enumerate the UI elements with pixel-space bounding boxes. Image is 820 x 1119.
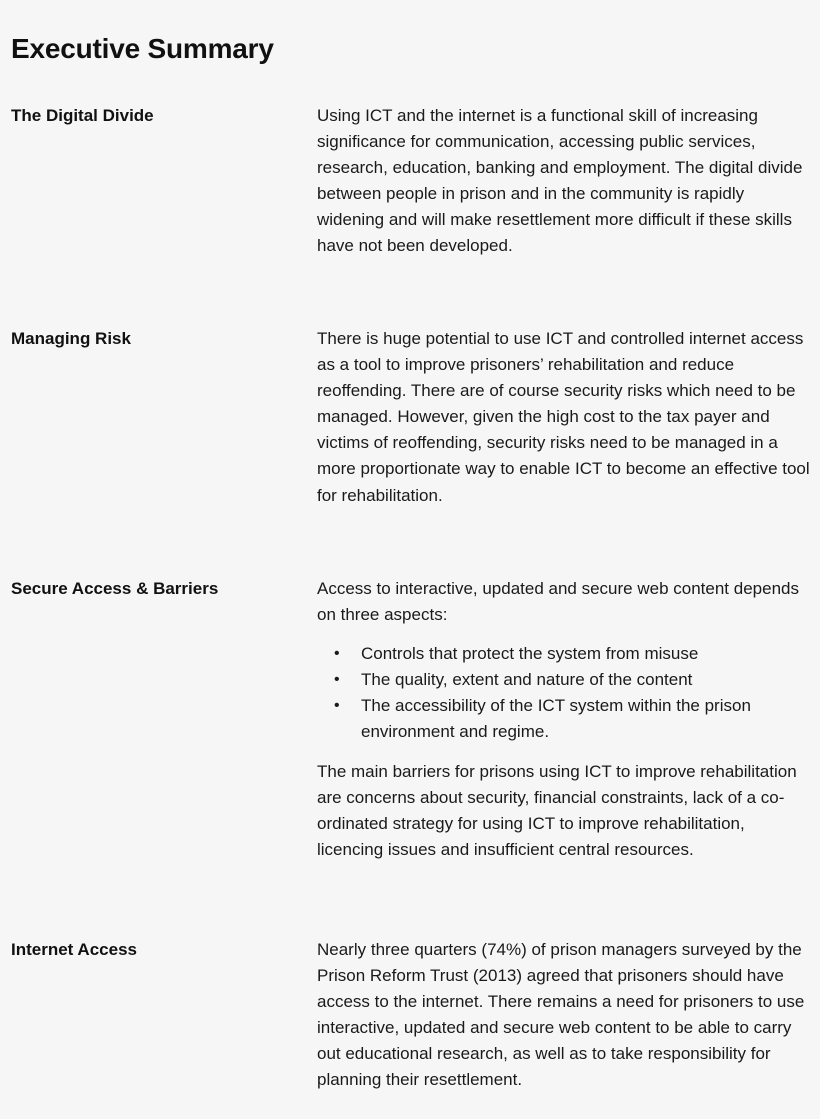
body-paragraph: Using ICT and the internet is a functional skill of increasing significance for communication, accessing public services, research, education, banking and employment. The digital divide between people in prison and in the community is rapidly widening and will make resettlement more difficult if these skills have not been developed. (317, 106, 803, 256)
list-item: • The accessibility of the ICT system within the prison environment and regime. (317, 693, 751, 745)
bullet-list (317, 641, 815, 745)
body-paragraph: The main barriers for prisons using ICT to improve rehabilitation are concerns about security, financial constraints, lack of a co-ordinated strategy for using ICT to improve rehabilitation, licencing issues and insufficient central resources. (317, 761, 797, 859)
section-heading: Secure Access & Barriers (11, 579, 219, 598)
body-paragraph: Access to interactive, updated and secure web content depends on three aspects: (317, 579, 799, 625)
body-paragraph: Nearly three quarters (74%) of prison managers surveyed by the Prison Reform Trust (2013) agreed that prisoners should have access to the internet. There remains a need for prisoners to use interactive, updated and secure web content to be able to carry out educational research, as well as to take responsibility for planning their resettlement. (317, 940, 805, 1090)
section-heading: Internet Access (11, 940, 137, 959)
body-paragraph: There is huge potential to use ICT and controlled internet access as a tool to improve prisoners’ rehabilitation and reduce reoffending. There are of course security risks which need to be managed. However, given the high cost to the tax payer and victims of reoffending, security risks need to be managed in a more proportionate way to enable ICT to become an effective tool for rehabilitation. (317, 329, 810, 505)
section-heading: The Digital Divide (11, 106, 154, 125)
list-item: • Controls that protect the system from misuse (317, 641, 751, 667)
section-body (317, 326, 815, 509)
section-body (317, 103, 815, 260)
section-heading: Managing Risk (11, 329, 131, 348)
section-body (317, 937, 815, 1094)
list-item: • The quality, extent and nature of the content (317, 667, 751, 693)
section-body (317, 576, 815, 863)
page-title: Executive Summary (11, 33, 274, 64)
